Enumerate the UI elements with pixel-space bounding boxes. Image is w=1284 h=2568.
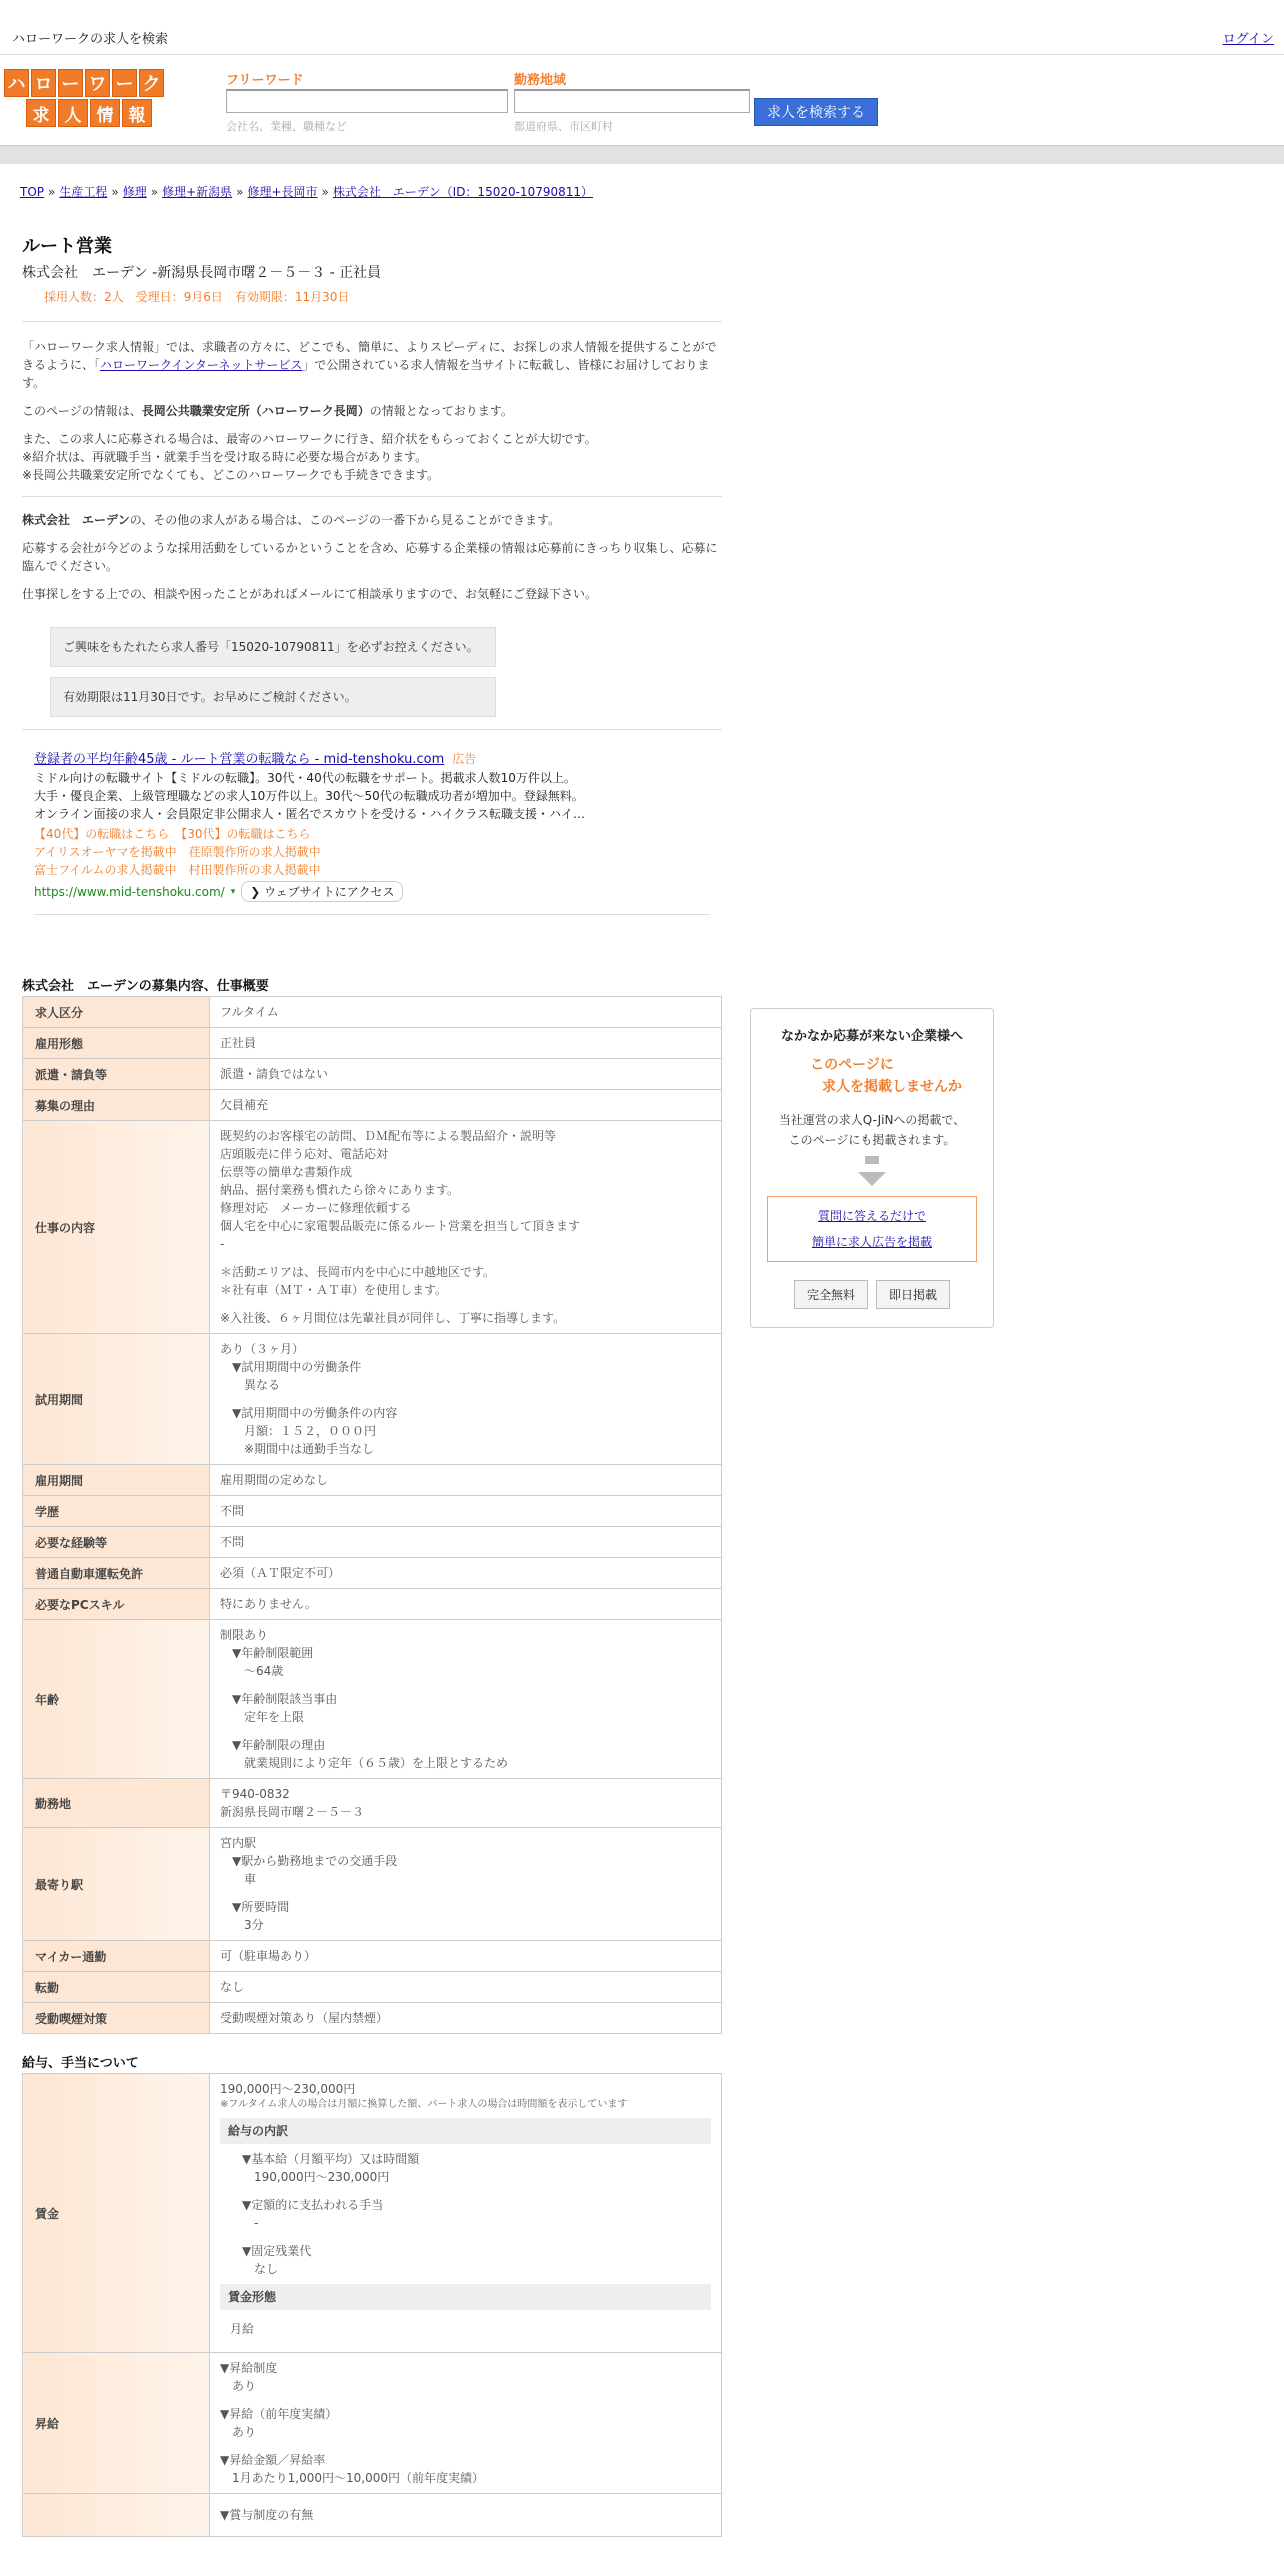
row-value-line: 制限あり <box>220 1628 269 1642</box>
job-meta: 採用人数：2人 受理日：9月6日 有効期限：11月30日 <box>44 290 350 304</box>
logo-char: 情 <box>90 99 120 127</box>
area-search <box>514 69 750 134</box>
table-row <box>23 1527 722 1558</box>
row-value <box>210 1465 722 1496</box>
row-value-line <box>220 1394 711 1404</box>
row-value-line: ▼年齢制限範囲 <box>220 1646 314 1660</box>
row-label: 募集の理由 <box>23 1090 210 1121</box>
logo-char: ー <box>112 69 137 97</box>
keyword-input[interactable] <box>226 89 508 113</box>
logo-char: 報 <box>122 99 152 127</box>
notice-expiry: 有効期限は11月30日です。お早めにご検討ください。 <box>50 677 496 717</box>
row-value <box>210 1779 722 1828</box>
row-value <box>210 1620 722 1779</box>
row-value <box>210 1972 722 2003</box>
intro-paragraph: 「ハローワーク求人情報」では、求職者の方々に、どこでも、簡単に、よりスピーディに、お探しの求人情報を提供することができるように、「ハローワークインターネットサービス」で公開されている求人情報を当サイトに転載し、皆様にお届けしております。 <box>22 340 717 390</box>
table-row <box>23 2494 722 2537</box>
table-row <box>23 1828 722 1941</box>
breadcrumb-separator: » <box>48 185 56 199</box>
ad-title-link[interactable]: 登録者の平均年齢45歳 - ルート営業の転職なら - mid-tenshoku.com <box>34 752 445 767</box>
row-value-line <box>220 1253 711 1263</box>
breakdown-line <box>230 2186 711 2196</box>
row-value-line: 修理対応 メーカーに修理依頼する <box>220 1201 412 1215</box>
breadcrumb-link[interactable]: 修理+長岡市 <box>247 185 318 199</box>
notice-job-number: ご興味をもたれたら求人番号「15020-10790811」を必ずお控えください。 <box>50 627 496 667</box>
login-link[interactable]: ログイン <box>1222 32 1274 47</box>
row-value-line: 〜64歳 <box>220 1664 284 1678</box>
raise-value <box>210 2353 722 2494</box>
ad-desc-2: 大手・優良企業、上級管理職などの求人10万件以上。30代～50代の転職成功者が増加中。登録無料。 <box>34 789 584 803</box>
job-title: ルート営業 <box>22 236 112 257</box>
row-value <box>210 1028 722 1059</box>
row-value <box>210 1527 722 1558</box>
row-value-line <box>220 1726 711 1736</box>
table-row <box>23 1496 722 1527</box>
salary-range: 190,000円〜230,000円 <box>220 2082 356 2096</box>
table-row <box>23 2074 722 2353</box>
row-value-line: ▼所要時間 <box>220 1900 290 1914</box>
table-row <box>23 1059 722 1090</box>
row-label: 学歴 <box>23 1496 210 1527</box>
row-value-line: ※期間中は通勤手当なし <box>220 1442 375 1456</box>
row-value <box>210 1496 722 1527</box>
row-value-line: 個人宅を中心に家電製品販売に係るルート営業を担当して頂きます <box>220 1219 581 1233</box>
row-value-line <box>220 1888 711 1898</box>
row-value-line: ＊活動エリアは、長岡市内を中心に中越地区です。 <box>220 1265 496 1279</box>
row-value-line: 雇用期間の定めなし <box>220 1473 329 1487</box>
header <box>0 55 1284 145</box>
table-row <box>23 1090 722 1121</box>
breadcrumb-link[interactable]: 生産工程 <box>59 185 108 199</box>
breadcrumb-separator: » <box>111 185 119 199</box>
raise-line: ▼昇給制度 <box>220 2361 278 2375</box>
breakdown-line: ▼固定残業代 <box>230 2244 312 2258</box>
row-value-line: 月額：１５２，０００円 <box>220 1424 377 1438</box>
keyword-search <box>226 69 508 134</box>
table-row <box>23 1334 722 1465</box>
row-label: 必要な経験等 <box>23 1527 210 1558</box>
raise-line <box>220 2395 711 2405</box>
breakdown-list <box>220 2150 711 2278</box>
raise-label: 昇給 <box>23 2353 210 2494</box>
row-value-line: - <box>220 1237 225 1251</box>
breakdown-line: なし <box>230 2262 279 2276</box>
same-day-button[interactable]: 即日掲載 <box>876 1280 950 1309</box>
other-jobs-paragraph: 株式会社 エーデンの、その他の求人がある場合は、このページの一番下から見ることができます。 <box>22 513 561 527</box>
raise-line: あり <box>220 2425 257 2439</box>
ad-url-row <box>34 881 722 902</box>
consult-paragraph: 仕事探しをする上での、相談や困ったことがあればメールにて相談承りますので、お気軽にご登録下さい。 <box>22 587 598 601</box>
details-table <box>22 996 722 2034</box>
row-value-line: 車 <box>220 1872 257 1886</box>
breadcrumb-link[interactable]: 株式会社 エーデン（ID：15020-10790811） <box>332 185 594 199</box>
row-value-line: 納品、据付業務も慣れたら徐々にあります。 <box>220 1183 460 1197</box>
free-button[interactable]: 完全無料 <box>794 1280 868 1309</box>
row-value-line <box>220 1680 711 1690</box>
referral-note-1: ※紹介状は、再就職手当・就業手当を受け取る時に必要な場合があります。 <box>22 450 428 464</box>
row-value-line: フルタイム <box>220 1005 279 1019</box>
row-value-line: 新潟県長岡市曙２－５－３ <box>220 1805 365 1819</box>
advice-paragraph: 応募する会社が今どのような採用活動をしているかということを含め、応募する企業様の情報は応募前にきっちり収集し、応募に臨んでください。 <box>22 541 718 573</box>
row-label: 派遣・請負等 <box>23 1059 210 1090</box>
salary-note: ※フルタイム求人の場合は月額に換算した額、パート求人の場合は時間額を表示しています <box>220 2099 628 2110</box>
divider <box>22 729 722 730</box>
row-value-line: 店頭販売に伴う応対、電話応対 <box>220 1147 389 1161</box>
logo-char: 人 <box>58 99 88 127</box>
row-value-line: 宮内駅 <box>220 1836 257 1850</box>
ad-desc-1: ミドル向けの転職サイト【ミドルの転職】。30代・40代の転職をサポート。掲載求人数10万件以上。 <box>34 771 576 785</box>
row-value-line: 伝票等の簡単な書類作成 <box>220 1165 353 1179</box>
table-row <box>23 1465 722 1496</box>
table-row <box>23 1121 722 1334</box>
raise-line <box>220 2441 711 2451</box>
divider <box>22 496 722 497</box>
row-value-line: ▼試用期間中の労働条件 <box>220 1360 362 1374</box>
job-subline: 株式会社 エーデン -新潟県長岡市曙２－５－３ - 正社員 <box>22 265 382 281</box>
row-value-line: 〒940-0832 <box>220 1787 290 1801</box>
row-value-line: 既契約のお客様宅の訪問、ＤＭ配布等による製品紹介・説明等 <box>220 1129 557 1143</box>
row-value-line: 定年を上限 <box>220 1710 305 1724</box>
side-body: 当社運営の求人Q-JiNへの掲載で、 このページにも掲載されます。 <box>778 1113 966 1147</box>
row-value-line: あり（３ヶ月） <box>220 1342 305 1356</box>
visit-website-button[interactable]: ❯ ウェブサイトにアクセス <box>241 881 403 902</box>
raise-line: あり <box>220 2379 257 2393</box>
row-value <box>210 1334 722 1465</box>
row-value-line: 必須（ＡＴ限定不可） <box>220 1566 341 1580</box>
row-value-line: ＊社有車（ＭＴ・ＡＴ車）を使用します。 <box>220 1283 448 1297</box>
table-row <box>23 1589 722 1620</box>
table-row <box>23 2003 722 2034</box>
row-label: 年齢 <box>23 1620 210 1779</box>
ad-block <box>34 748 722 902</box>
row-value-line: 可（駐車場あり） <box>220 1949 317 1963</box>
ad-sitelinks-1[interactable]: 【40代】の転職はこちら 【30代】の転職はこちら <box>34 827 311 841</box>
search-button-wrap <box>754 98 878 126</box>
area-hint: 都道府県、市区町村 <box>514 120 613 133</box>
table-row <box>23 1558 722 1589</box>
breakdown-line: ▼基本給（月額平均）又は時間額 <box>230 2152 420 2166</box>
bonus-value: ▼賞与制度の有無 <box>210 2494 722 2537</box>
breakdown-line: - <box>230 2216 259 2230</box>
row-value <box>210 2003 722 2034</box>
top-bar <box>0 0 1284 55</box>
raise-line: ▼昇給金額／昇給率 <box>220 2453 326 2467</box>
hellowork-logo[interactable] <box>4 69 182 127</box>
site-title[interactable]: ハローワークの求人を検索 <box>12 32 169 47</box>
area-label: 勤務地域 <box>514 73 567 88</box>
keyword-hint: 会社名、業種、職種など <box>226 120 347 133</box>
row-label: 求人区分 <box>23 997 210 1028</box>
side-link-answer[interactable]: 質問に答えるだけで <box>817 1209 926 1223</box>
row-value-line: 正社員 <box>220 1036 257 1050</box>
divider-bar <box>0 145 1284 164</box>
row-label: 勤務地 <box>23 1779 210 1828</box>
ad-sitelinks-2[interactable]: アイリスオーヤマを掲載中 荏原製作所の求人掲載中 <box>34 845 321 859</box>
row-value-line: ※入社後、６ヶ月間位は先輩社員が同伴し、丁寧に指導します。 <box>220 1311 566 1325</box>
row-value-line: なし <box>220 1980 245 1994</box>
row-label: マイカー通勤 <box>23 1941 210 1972</box>
wage-form-heading: 賃金形態 <box>220 2284 711 2310</box>
raise-line: ▼昇給（前年度実績） <box>220 2407 338 2421</box>
row-value-line: 就業規則により定年（６５歳）を上限とするため <box>220 1756 509 1770</box>
breadcrumb <box>20 183 593 200</box>
row-value-line: 受動喫煙対策あり（屋内禁煙） <box>220 2011 389 2025</box>
referral-paragraph: また、この求人に応募される場合は、最寄のハローワークに行き、紹介状をもらっておくことが大切です。 <box>22 432 597 446</box>
table-row <box>23 1620 722 1779</box>
row-value <box>210 1558 722 1589</box>
breadcrumb-link[interactable]: TOP <box>20 185 45 199</box>
logo-char: 求 <box>26 99 56 127</box>
table-row <box>23 1028 722 1059</box>
row-value-line: 異なる <box>220 1378 281 1392</box>
row-value-line: ▼年齢制限該当事由 <box>220 1692 338 1706</box>
logo-char: ー <box>58 69 83 97</box>
row-value <box>210 997 722 1028</box>
row-value-line: 欠員補充 <box>220 1098 269 1112</box>
breakdown-heading: 給与の内訳 <box>220 2118 711 2144</box>
ad-sitelinks-3[interactable]: 富士フイルムの求人掲載中 村田製作所の求人掲載中 <box>34 863 321 877</box>
side-catch: このページに 求人を掲載しませんか <box>810 1057 962 1095</box>
table-row <box>23 2353 722 2494</box>
breadcrumb-link[interactable]: 修理 <box>122 185 147 199</box>
ad-desc-3: オンライン面接の求人・会員限定非公開求人・匿名でスカウトを受ける・ハイクラス転職支援・ハイ… <box>34 807 586 821</box>
dropdown-icon[interactable]: ▾ <box>230 886 236 897</box>
side-link-box <box>767 1196 977 1262</box>
side-ad-box <box>750 1008 994 1328</box>
logo-char: ハ <box>4 69 29 97</box>
salary-heading: 給与、手当について <box>22 2056 139 2071</box>
breadcrumb-separator: » <box>150 185 159 199</box>
main-content <box>22 232 722 2537</box>
logo-char: ワ <box>85 69 110 97</box>
raise-line: 1月あたり1,000円〜10,000円（前年度実績） <box>220 2471 484 2485</box>
office-paragraph: このページの情報は、長岡公共職業安定所（ハローワーク長岡）の情報となっております。 <box>22 404 513 418</box>
breakdown-line: 190,000円〜230,000円 <box>230 2170 390 2184</box>
area-input[interactable] <box>514 89 750 113</box>
row-value <box>210 1059 722 1090</box>
row-label: 普通自動車運転免許 <box>23 1558 210 1589</box>
row-value-line: 派遣・請負ではない <box>220 1067 329 1081</box>
row-value-line: 特にありません。 <box>220 1597 317 1611</box>
table-row <box>23 997 722 1028</box>
salary-label: 賃金 <box>23 2074 210 2353</box>
breakdown-line <box>230 2232 711 2242</box>
row-value-line: ▼駅から勤務地までの交通手段 <box>220 1854 398 1868</box>
side-buttons <box>751 1280 993 1309</box>
salary-table <box>22 2073 722 2537</box>
table-row <box>23 1941 722 1972</box>
wage-form-value: 月給 <box>230 2322 255 2336</box>
breadcrumb-separator: » <box>236 185 244 199</box>
details-heading: 株式会社 エーデンの募集内容、仕事概要 <box>22 979 269 994</box>
search-button[interactable]: 求人を検索する <box>754 98 878 126</box>
row-label: 雇用形態 <box>23 1028 210 1059</box>
row-label: 雇用期間 <box>23 1465 210 1496</box>
divider <box>22 321 722 322</box>
row-value-line: 不問 <box>220 1535 245 1549</box>
breakdown-line: ▼定額的に支払われる手当 <box>230 2198 384 2212</box>
table-row <box>23 1779 722 1828</box>
salary-value <box>210 2074 722 2353</box>
row-value-line: 3分 <box>220 1918 264 1932</box>
row-value-line <box>220 1299 711 1309</box>
side-link-post[interactable]: 簡単に求人広告を掲載 <box>811 1235 932 1249</box>
breadcrumb-separator: » <box>321 185 329 199</box>
row-value <box>210 1090 722 1121</box>
row-label: 必要なPCスキル <box>23 1589 210 1620</box>
ad-url[interactable]: https://www.mid-tenshoku.com/ <box>34 884 225 899</box>
row-label: 最寄り駅 <box>23 1828 210 1941</box>
breadcrumb-link[interactable]: 修理+新潟県 <box>162 185 233 199</box>
hellowork-internet-link[interactable]: ハローワークインターネットサービス <box>100 358 303 372</box>
logo-char: ロ <box>31 69 56 97</box>
row-value-line: ▼試用期間中の労働条件の内容 <box>220 1406 398 1420</box>
referral-note-2: ※長岡公共職業安定所でなくても、どこのハローワークでも手続きできます。 <box>22 468 440 482</box>
side-heading: なかなか応募が来ない企業様へ <box>780 1029 963 1044</box>
logo-char: ク <box>139 69 164 97</box>
row-label: 仕事の内容 <box>23 1121 210 1334</box>
row-value <box>210 1589 722 1620</box>
row-value <box>210 1941 722 1972</box>
row-value-line: ▼年齢制限の理由 <box>220 1738 326 1752</box>
row-value-line: 不問 <box>220 1504 245 1518</box>
table-row <box>23 1972 722 2003</box>
down-arrow-icon <box>751 1156 993 1186</box>
keyword-label: フリーワード <box>226 73 304 88</box>
bonus-label <box>23 2494 210 2537</box>
row-label: 転勤 <box>23 1972 210 2003</box>
ad-tag: 広告 <box>452 752 477 766</box>
row-value <box>210 1828 722 1941</box>
row-label: 試用期間 <box>23 1334 210 1465</box>
row-label: 受動喫煙対策 <box>23 2003 210 2034</box>
row-value <box>210 1121 722 1334</box>
